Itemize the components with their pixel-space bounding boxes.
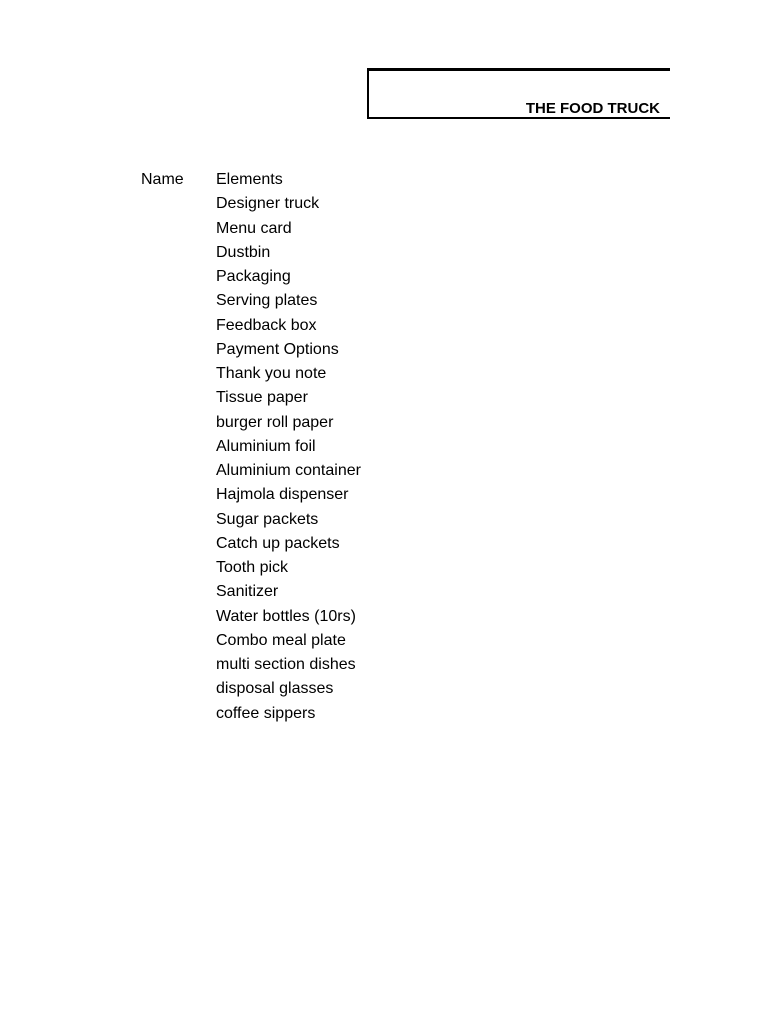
list-item: Serving plates [216,292,318,310]
list-item: Feedback box [216,316,317,334]
list-item: Payment Options [216,340,339,358]
list-item: disposal glasses [216,680,334,698]
list-item: Designer truck [216,195,320,213]
title-box [367,68,670,119]
elements-column-header: Elements [216,171,283,188]
list-item: Sanitizer [216,583,279,601]
list-item: coffee sippers [216,704,316,722]
list-item: Aluminium container [216,462,361,479]
list-item: Menu card [216,219,292,237]
list-item: Tooth pick [216,559,289,576]
list-item: Dustbin [216,243,271,261]
list-item: Thank you note [216,365,327,382]
document-title: THE FOOD TRUCK [525,100,660,117]
list-item: Packaging [216,268,291,285]
list-item: Tissue paper [216,389,308,407]
list-item: Combo meal plate [216,631,346,649]
list-item: Hajmola dispenser [216,486,349,504]
list-item: Water bottles (10rs) [216,607,356,625]
list-item: Aluminium foil [216,437,316,455]
list-item: burger roll paper [216,413,334,431]
list-item: Sugar packets [216,510,319,528]
list-item: multi section dishes [216,656,356,673]
name-column-header: Name [141,171,184,188]
elements-list [216,170,361,728]
list-item: Catch up packets [216,534,340,552]
